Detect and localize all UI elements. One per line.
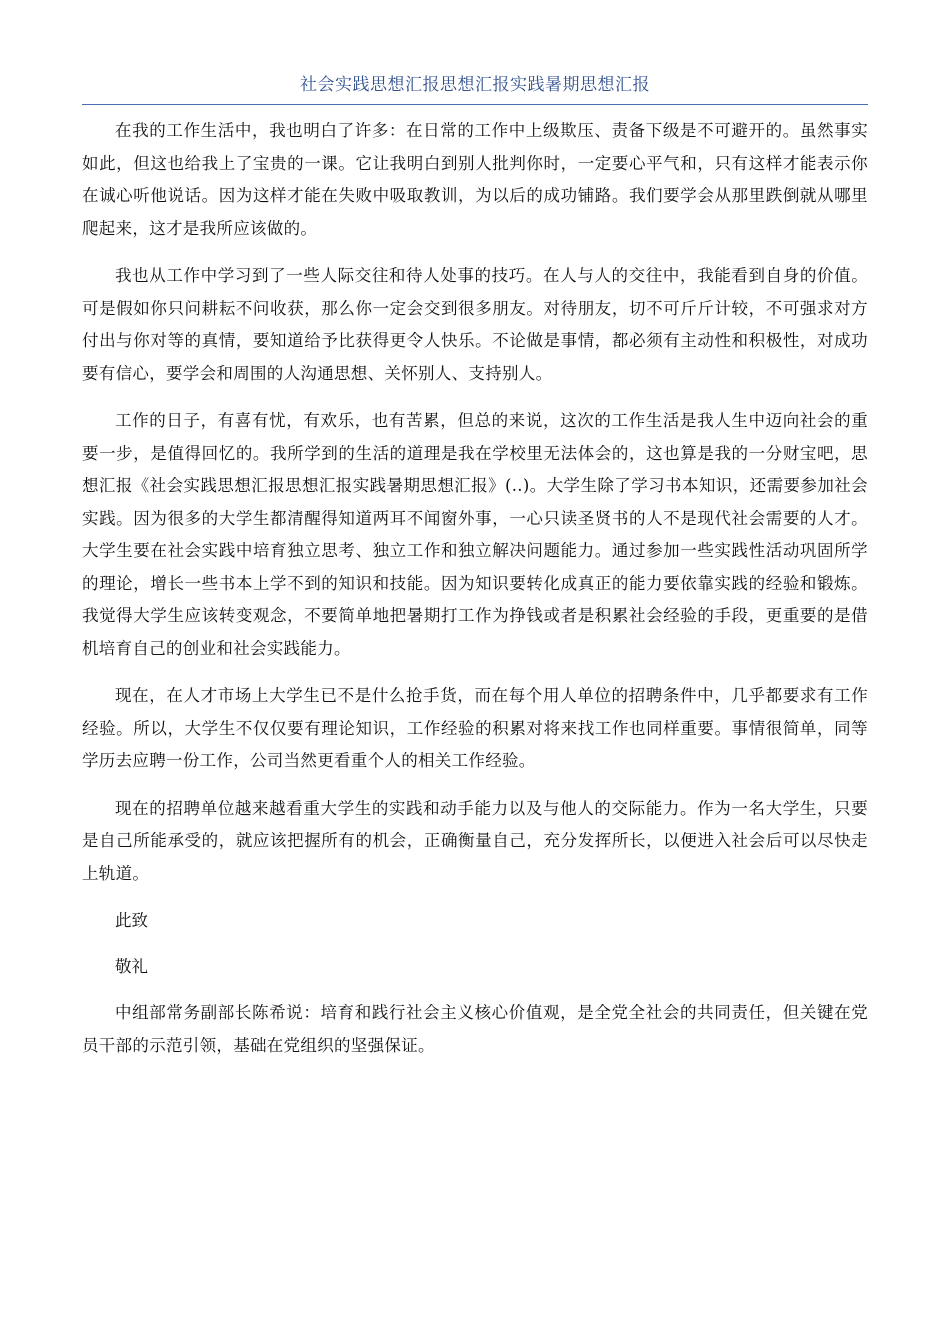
closing-salutation: 此致	[115, 911, 148, 930]
paragraph-4: 现在，在人才市场上大学生已不是什么抢手货，而在每个用人单位的招聘条件中，几乎都要求有工作经验。所以，大学生不仅仅要有理论知识，工作经验的积累对将来找工作也同样重要。事情很简单，同等学历去应聘一份工作，公司当然更看重个人的相关工作经验。	[82, 686, 868, 770]
document-page	[82, 72, 868, 1077]
paragraph-1: 在我的工作生活中，我也明白了许多：在日常的工作中上级欺压、责备下级是不可避开的。虽然事实如此，但这也给我上了宝贵的一课。它让我明白到别人批判你时，一定要心平气和，只有这样才能表示你在诚心听他说话。因为这样才能在失败中吸取教训，为以后的成功铺路。我们要学会从那里跌倒就从哪里爬起来，这才是我所应该做的。	[82, 121, 868, 238]
document-title: 社会实践思想汇报思想汇报实践暑期思想汇报	[82, 72, 868, 105]
paragraph-3: 工作的日子，有喜有忧，有欢乐，也有苦累，但总的来说，这次的工作生活是我人生中迈向社会的重要一步，是值得回忆的。我所学到的生活的道理是我在学校里无法体会的，这也算是我的一分财宝吧，思想汇报《社会实践思想汇报思想汇报实践暑期思想汇报》(..)。大学生除了学习书本知识，还需要参加社会实践。因为很多的大学生都清醒得知道两耳不闻窗外事，一心只读圣贤书的人不是现代社会需要的人才。大学生要在社会实践中培育独立思考、独立工作和独立解决问题能力。通过参加一些实践性活动巩固所学的理论，增长一些书本上学不到的知识和技能。因为知识要转化成真正的能力要依靠实践的经验和锻炼。我觉得大学生应该转变观念，不要简单地把暑期打工作为挣钱或者是积累社会经验的手段，更重要的是借机培育自己的创业和社会实践能力。	[82, 411, 868, 658]
final-paragraph: 中组部常务副部长陈希说：培育和践行社会主义核心价值观，是全党全社会的共同责任，但关键在党员干部的示范引领，基础在党组织的坚强保证。	[82, 1003, 868, 1055]
closing-regards: 敬礼	[115, 957, 148, 976]
paragraph-2: 我也从工作中学习到了一些人际交往和待人处事的技巧。在人与人的交往中，我能看到自身的价值。可是假如你只问耕耘不问收获，那么你一定会交到很多朋友。对待朋友，切不可斤斤计较，不可强求对方付出与你对等的真情，要知道给予比获得更令人快乐。不论做是事情，都必须有主动性和积极性，对成功要有信心，要学会和周围的人沟通思想、关怀别人、支持别人。	[82, 266, 868, 383]
paragraph-5: 现在的招聘单位越来越看重大学生的实践和动手能力以及与他人的交际能力。作为一名大学生，只要是自己所能承受的，就应该把握所有的机会，正确衡量自己，充分发挥所长，以便进入社会后可以尽快走上轨道。	[82, 798, 868, 883]
